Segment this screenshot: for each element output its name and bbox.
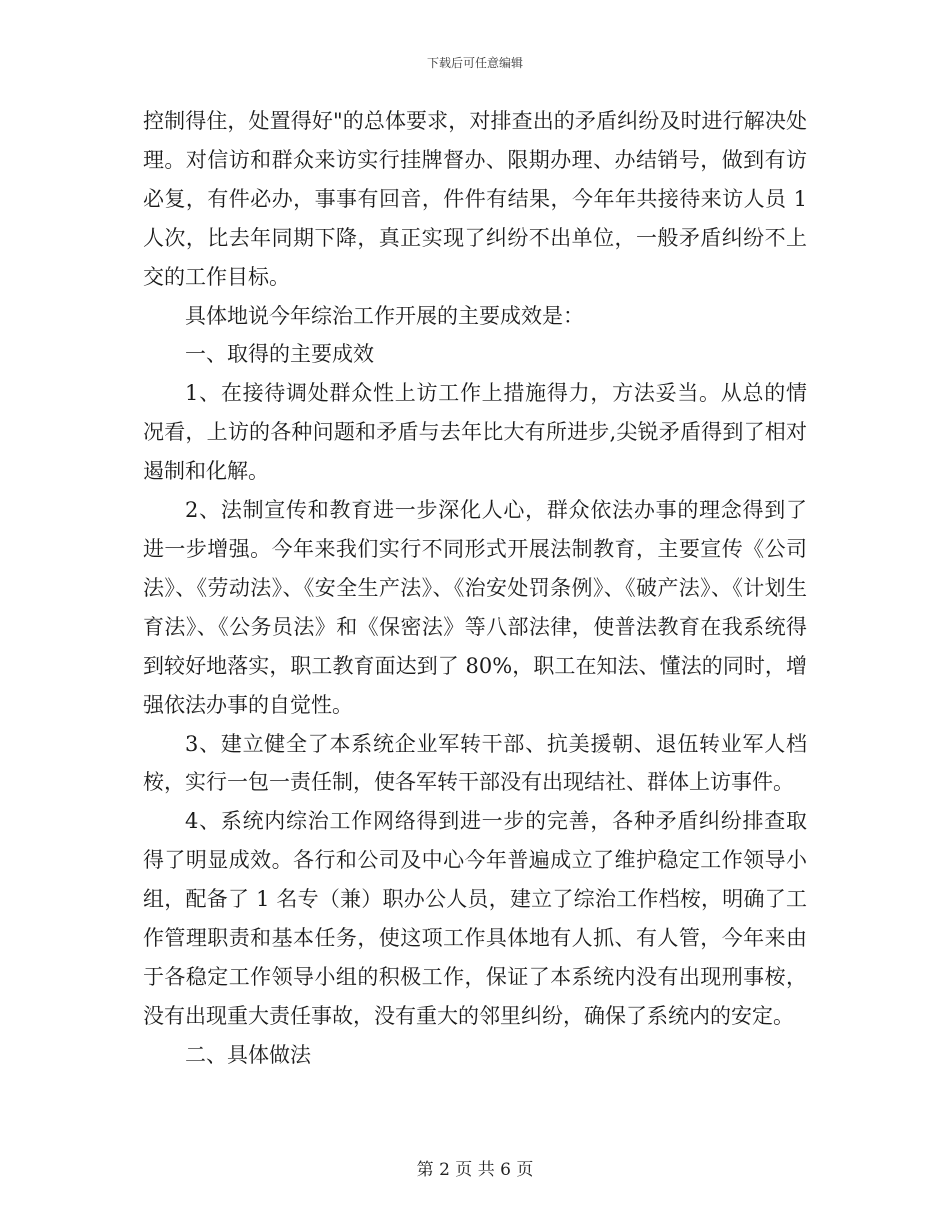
paragraph: 2、法制宣传和教育进一步深化人心，群众依法办事的理念得到了进一步增强。今年来我们实行不同形式开展法制教育，主要宣传《公司法》、《劳动法》、《安全生产法》、《治安处罚条例》、《破产法》、《计划生育法》、《公务员法》和《保密法》等八部法律，使普法教育在我系统得到较好地落实，职工教育面达到了 80%，职工在知法、懂法的同时，增强依法办事的自觉性。 <box>143 498 807 717</box>
paragraph: 控制得住，处置得好"的总体要求，对排查出的矛盾纠纷及时进行解决处理。对信访和群众来访实行挂牌督办、限期办理、办结销号，做到有访必复，有件必办，事事有回音，件件有结果，今年年共接待来访人员 1 人次，比去年同期下降，真正实现了纠纷不出单位，一般矛盾纠纷不上交的工作目标。 <box>143 109 807 289</box>
paragraph: 4、系统内综治工作网络得到进一步的完善，各种矛盾纠纷排查取得了明显成效。各行和公司及中心今年普遍成立了维护稳定工作领导小组，配备了 1 名专（兼）职办公人员，建立了综治工作档桉，明确了工作管理职责和基本任务，使这项工作具体地有人抓、有人管，今年来由于各稳定工作领导小组的积极工作，保证了本系统内没有出现刑事桉，没有出现重大责任事故，没有重大的邻里纠纷，确保了系统内的安定。 <box>143 809 807 1028</box>
document-body <box>143 102 807 1075</box>
paragraph: 1、在接待调处群众性上访工作上措施得力，方法妥当。从总的情况看，上访的各种问题和矛盾与去年比大有所进步,尖锐矛盾得到了相对遏制和化解。 <box>143 381 807 484</box>
page-header: 下载后可任意编辑 <box>426 56 523 70</box>
page-number-footer: 第 2 页 共 6 页 <box>416 1160 534 1180</box>
section-heading: 一、取得的主要成效 <box>185 342 374 367</box>
paragraph: 具体地说今年综治工作开展的主要成效是： <box>185 303 584 328</box>
paragraph: 3、建立健全了本系统企业军转干部、抗美援朝、退伍转业军人档桉，实行一包一责任制，使各军转干部没有出现结社、群体上访事件。 <box>143 731 807 795</box>
section-heading: 二、具体做法 <box>185 1042 311 1067</box>
